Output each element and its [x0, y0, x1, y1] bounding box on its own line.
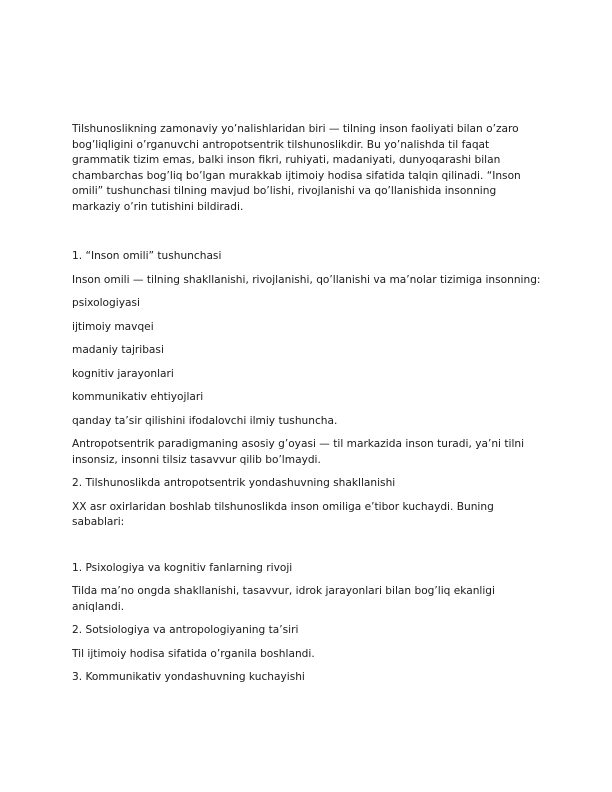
reason-2-text: Til ijtimoiy hodisa sifatida o’rganila boshlandi.: [72, 647, 315, 660]
reason-2-heading: 2. Sotsiologiya va antropologiyaning ta’siri: [72, 624, 299, 636]
spacer: [72, 531, 544, 561]
list-item: madaniy tajribasi: [72, 344, 164, 356]
section-1-close: qanday ta’sir qilishini ifodalovchi ilmiy tushuncha.: [72, 414, 338, 427]
section-1-heading: 1. “Inson omili” tushunchasi: [72, 250, 222, 262]
reason-1-text: Tilda ma’no ongda shakllanishi, tasavvur, idrok jarayonlari bilan bog’liq ekanligi aniqlandi.: [72, 585, 495, 613]
section-2-lead: XX asr oxirlaridan boshlab tilshunoslikda inson omiliga e’tibor kuchaydi. Buning sabablari:: [72, 500, 494, 528]
document-page: [72, 122, 544, 694]
intro-paragraph: Tilshunoslikning zamonaviy yo’nalishlaridan biri — tilning inson faoliyati bilan o’zaro bog’liqligini o’rganuvchi antropotsentrik tilshunoslikdir. Bu yo’nalishda til faqat grammatik tizim emas, balki inson fikri, ruhiyati, madaniyati, dunyoqarashi bilan chambarchas bog’liq bo’lgan murakkab ijtimoiy hodisa sifatida talqin qilinadi. “Inson omili” tushunchasi tilning mavjud bo’lishi, rivojlanishi va qo’llanishida insonning markaziy o’rin tutishini bildiradi.: [72, 123, 521, 213]
section-1-lead: Inson omili — tilning shakllanishi, rivojlanishi, qo’llanishi va ma’nolar tizimiga insonning:: [72, 273, 541, 286]
list-item: ijtimoiy mavqei: [72, 320, 154, 333]
reason-1-heading: 1. Psixologiya va kognitiv fanlarning rivoji: [72, 561, 293, 574]
spacer: [72, 215, 544, 249]
list-item: psixologiyasi: [72, 297, 140, 309]
list-item: kognitiv jarayonlari: [72, 367, 174, 380]
list-item: kommunikativ ehtiyojlari: [72, 391, 204, 403]
reason-3-heading: 3. Kommunikativ yondashuvning kuchayishi: [72, 671, 305, 683]
section-2-heading: 2. Tilshunoslikda antropotsentrik yondashuvning shakllanishi: [72, 477, 396, 489]
section-1-paragraph: Antropotsentrik paradigmaning asosiy g’oyasi — til markazida inson turadi, ya’ni tilni insonsiz, insonni tilsiz tasavvur qilib bo’lmaydi.: [72, 438, 525, 466]
